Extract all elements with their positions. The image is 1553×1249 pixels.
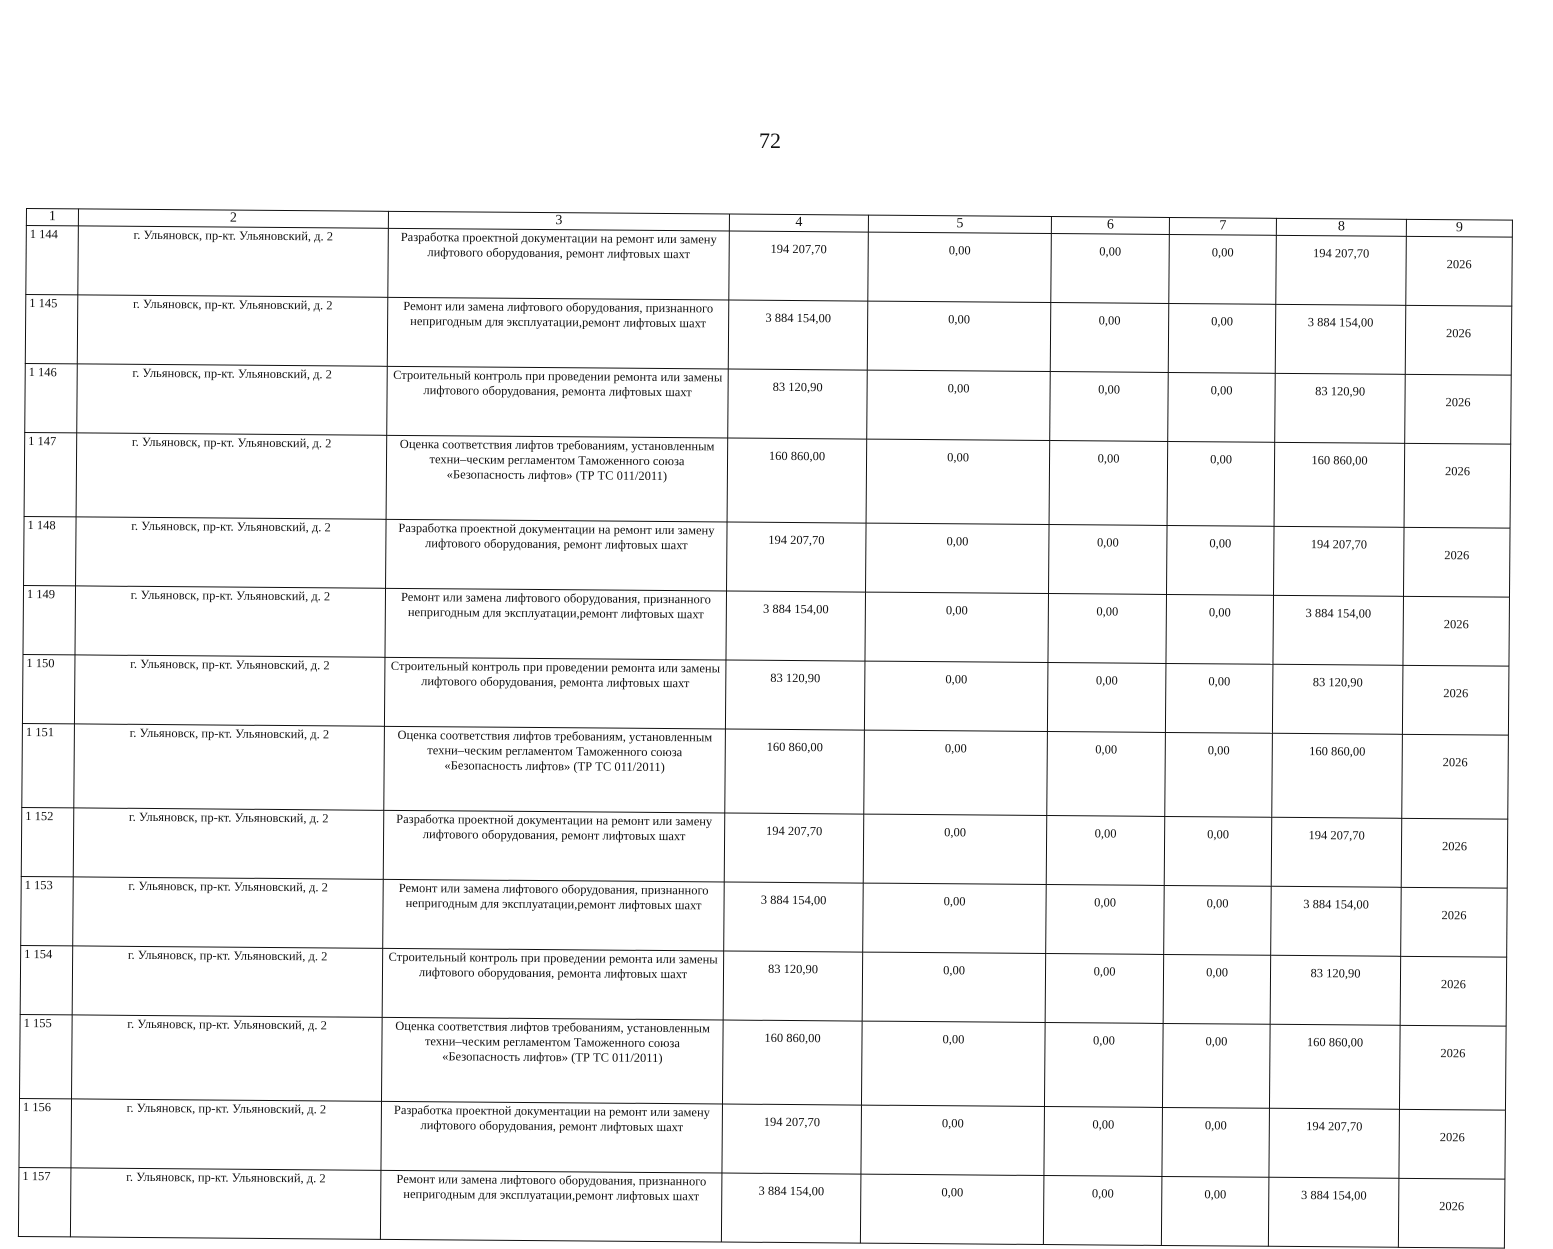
col6-amount-cell: 0,00 — [1046, 816, 1165, 886]
col4-amount-cell: 194 207,70 — [724, 813, 864, 883]
col8-amount-cell: 83 120,90 — [1275, 373, 1406, 443]
header-cell: 6 — [1051, 217, 1169, 235]
header-cell: 1 — [26, 209, 78, 226]
year-cell: 2026 — [1406, 236, 1513, 306]
row-number-cell: 1 156 — [19, 1098, 72, 1167]
table-row — [22, 654, 1508, 735]
col6-amount-cell: 0,00 — [1044, 1107, 1163, 1177]
work-type-cell: Разработка проектной документации на ремонт или замену лифтового оборудования, ремонт лифтовых шахт — [386, 519, 728, 591]
table-row — [19, 1098, 1505, 1179]
col6-amount-cell: 0,00 — [1050, 372, 1169, 442]
col7-amount-cell: 0,00 — [1168, 303, 1276, 373]
address-cell: г. Ульяновск, пр-кт. Ульяновский, д. 2 — [74, 655, 385, 726]
col4-amount-cell: 3 884 154,00 — [728, 300, 868, 370]
col6-amount-cell: 0,00 — [1047, 663, 1166, 733]
address-cell: г. Ульяновск, пр-кт. Ульяновский, д. 2 — [73, 808, 384, 879]
col7-amount-cell: 0,00 — [1168, 372, 1276, 442]
header-cell: 8 — [1276, 218, 1406, 236]
col5-amount-cell: 0,00 — [861, 1105, 1045, 1175]
col8-amount-cell: 194 207,70 — [1273, 526, 1404, 596]
col5-amount-cell: 0,00 — [866, 439, 1050, 524]
year-cell: 2026 — [1405, 374, 1512, 444]
col7-amount-cell: 0,00 — [1162, 1023, 1270, 1108]
col5-amount-cell: 0,00 — [865, 592, 1049, 662]
table-row — [25, 363, 1511, 444]
year-cell: 2026 — [1401, 818, 1508, 888]
row-number-cell: 1 155 — [20, 1014, 73, 1098]
page-number: 72 — [759, 128, 781, 153]
col4-amount-cell: 3 884 154,00 — [724, 882, 864, 952]
col7-amount-cell: 0,00 — [1166, 594, 1274, 664]
col7-amount-cell: 0,00 — [1169, 234, 1277, 304]
work-type-cell: Разработка проектной документации на ремонт или замену лифтового оборудования, ремонт лифтовых шахт — [388, 228, 730, 300]
work-type-cell: Оценка соответствия лифтов требованиям, установленным техни–ческим регламентом Таможенного союза «Безопасность лифтов» (ТР ТС 011/2011) — [381, 1017, 723, 1104]
table-row — [22, 723, 1509, 819]
col6-amount-cell: 0,00 — [1043, 1176, 1162, 1246]
year-cell: 2026 — [1402, 665, 1509, 735]
col8-amount-cell: 194 207,70 — [1276, 235, 1407, 305]
table-row — [25, 295, 1511, 376]
row-number-cell: 1 147 — [24, 432, 77, 516]
col8-amount-cell: 3 884 154,00 — [1268, 1177, 1399, 1247]
col6-amount-cell: 0,00 — [1048, 594, 1167, 664]
row-number-cell: 1 157 — [18, 1167, 71, 1236]
row-number-cell: 1 153 — [21, 876, 74, 945]
table-row — [24, 516, 1510, 597]
table-row — [20, 945, 1506, 1026]
col7-amount-cell: 0,00 — [1165, 663, 1273, 733]
year-cell: 2026 — [1403, 527, 1510, 597]
year-cell: 2026 — [1404, 443, 1511, 528]
row-number-cell: 1 150 — [22, 654, 75, 723]
address-cell: г. Ульяновск, пр-кт. Ульяновский, д. 2 — [76, 433, 387, 519]
col8-amount-cell: 160 860,00 — [1272, 733, 1403, 818]
col4-amount-cell: 83 120,90 — [725, 660, 865, 730]
col5-amount-cell: 0,00 — [866, 523, 1050, 593]
col7-amount-cell: 0,00 — [1164, 816, 1272, 886]
work-type-cell: Строительный контроль при проведении ремонта или замены лифтового оборудования, ремонта лифтовых шахт — [384, 657, 726, 729]
col7-amount-cell: 0,00 — [1165, 732, 1273, 817]
col7-amount-cell: 0,00 — [1164, 885, 1272, 955]
col8-amount-cell: 83 120,90 — [1270, 955, 1401, 1025]
col4-amount-cell: 194 207,70 — [722, 1104, 862, 1174]
address-cell: г. Ульяновск, пр-кт. Ульяновский, д. 2 — [72, 1015, 383, 1101]
col6-amount-cell: 0,00 — [1050, 303, 1169, 373]
col8-amount-cell: 3 884 154,00 — [1275, 304, 1406, 374]
row-number-cell: 1 146 — [25, 363, 78, 432]
col7-amount-cell: 0,00 — [1161, 1176, 1269, 1246]
table-row — [21, 807, 1507, 888]
address-cell: г. Ульяновск, пр-кт. Ульяновский, д. 2 — [70, 1168, 381, 1239]
header-cell: 5 — [868, 215, 1051, 233]
row-number-cell: 1 151 — [22, 723, 75, 807]
address-cell: г. Ульяновск, пр-кт. Ульяновский, д. 2 — [78, 226, 389, 297]
col5-amount-cell: 0,00 — [860, 1174, 1044, 1244]
col5-amount-cell: 0,00 — [864, 730, 1048, 815]
document-sheet — [18, 208, 1512, 1249]
col4-amount-cell: 194 207,70 — [729, 231, 869, 301]
address-cell: г. Ульяновск, пр-кт. Ульяновский, д. 2 — [71, 1099, 382, 1170]
col5-amount-cell: 0,00 — [868, 232, 1052, 302]
col5-amount-cell: 0,00 — [862, 952, 1046, 1022]
address-cell: г. Ульяновск, пр-кт. Ульяновский, д. 2 — [77, 364, 388, 435]
year-cell: 2026 — [1401, 887, 1508, 957]
col8-amount-cell: 3 884 154,00 — [1271, 886, 1402, 956]
col8-amount-cell: 160 860,00 — [1274, 442, 1405, 527]
address-cell: г. Ульяновск, пр-кт. Ульяновский, д. 2 — [77, 295, 388, 366]
col4-amount-cell: 194 207,70 — [727, 522, 867, 592]
address-cell: г. Ульяновск, пр-кт. Ульяновский, д. 2 — [72, 946, 383, 1017]
col5-amount-cell: 0,00 — [867, 301, 1051, 371]
work-type-cell: Оценка соответствия лифтов требованиям, установленным техни–ческим регламентом Таможенного союза «Безопасность лифтов» (ТР ТС 011/2011) — [386, 435, 728, 522]
header-cell: 2 — [78, 209, 388, 228]
table-row — [23, 585, 1509, 666]
col8-amount-cell: 194 207,70 — [1271, 817, 1402, 887]
col8-amount-cell: 194 207,70 — [1269, 1108, 1400, 1178]
table-row — [20, 1014, 1507, 1110]
work-type-cell: Ремонт или замена лифтового оборудования, признанного непригодным для эксплуатации,ремонт лифтовых шахт — [383, 879, 725, 951]
col4-amount-cell: 160 860,00 — [727, 438, 867, 523]
year-cell: 2026 — [1398, 1178, 1505, 1248]
header-cell: 4 — [729, 214, 868, 232]
col4-amount-cell: 160 860,00 — [725, 729, 865, 814]
year-cell: 2026 — [1403, 596, 1510, 666]
header-cell: 3 — [388, 211, 729, 231]
table-row — [18, 1167, 1504, 1248]
work-type-cell: Строительный контроль при проведении ремонта или замены лифтового оборудования, ремонта лифтовых шахт — [382, 948, 724, 1020]
year-cell: 2026 — [1402, 734, 1509, 819]
table-row — [24, 432, 1511, 528]
col5-amount-cell: 0,00 — [863, 883, 1047, 953]
work-type-cell: Разработка проектной документации на ремонт или замену лифтового оборудования, ремонт лифтовых шахт — [383, 810, 725, 882]
work-type-cell: Строительный контроль при проведении ремонта или замены лифтового оборудования, ремонта лифтовых шахт — [387, 366, 729, 438]
col5-amount-cell: 0,00 — [864, 661, 1048, 731]
col6-amount-cell: 0,00 — [1049, 525, 1168, 595]
address-cell: г. Ульяновск, пр-кт. Ульяновский, д. 2 — [75, 586, 386, 657]
col6-amount-cell: 0,00 — [1047, 732, 1166, 817]
year-cell: 2026 — [1400, 956, 1507, 1026]
work-type-cell: Ремонт или замена лифтового оборудования, признанного непригодным для эксплуатации,ремонт лифтовых шахт — [387, 297, 729, 369]
header-cell: 7 — [1169, 217, 1276, 235]
col8-amount-cell: 160 860,00 — [1269, 1024, 1400, 1109]
table-row — [21, 876, 1507, 957]
header-cell: 9 — [1406, 219, 1512, 237]
year-cell: 2026 — [1399, 1025, 1506, 1110]
row-number-cell: 1 152 — [21, 807, 74, 876]
col4-amount-cell: 83 120,90 — [728, 369, 868, 439]
row-number-cell: 1 145 — [25, 295, 78, 364]
col6-amount-cell: 0,00 — [1044, 1023, 1163, 1108]
row-number-cell: 1 154 — [20, 945, 73, 1014]
col5-amount-cell: 0,00 — [861, 1021, 1045, 1106]
col5-amount-cell: 0,00 — [867, 370, 1051, 440]
row-number-cell: 1 148 — [24, 516, 77, 585]
col7-amount-cell: 0,00 — [1163, 954, 1271, 1024]
address-cell: г. Ульяновск, пр-кт. Ульяновский, д. 2 — [74, 724, 385, 810]
col6-amount-cell: 0,00 — [1045, 954, 1164, 1024]
address-cell: г. Ульяновск, пр-кт. Ульяновский, д. 2 — [73, 877, 384, 948]
col6-amount-cell: 0,00 — [1049, 441, 1168, 526]
col7-amount-cell: 0,00 — [1167, 441, 1275, 526]
col5-amount-cell: 0,00 — [863, 814, 1047, 884]
col4-amount-cell: 3 884 154,00 — [721, 1173, 861, 1243]
row-number-cell: 1 149 — [23, 585, 76, 654]
work-type-cell: Ремонт или замена лифтового оборудования, признанного непригодным для эксплуатации,ремонт лифтовых шахт — [380, 1170, 722, 1242]
col8-amount-cell: 3 884 154,00 — [1273, 595, 1404, 665]
year-cell: 2026 — [1405, 305, 1512, 375]
col6-amount-cell: 0,00 — [1051, 234, 1170, 304]
register-table — [18, 208, 1513, 1249]
col7-amount-cell: 0,00 — [1166, 525, 1274, 595]
row-number-cell: 1 144 — [26, 226, 79, 295]
col4-amount-cell: 83 120,90 — [723, 951, 863, 1021]
address-cell: г. Ульяновск, пр-кт. Ульяновский, д. 2 — [76, 517, 387, 588]
work-type-cell: Оценка соответствия лифтов требованиям, установленным техни–ческим регламентом Таможенного союза «Безопасность лифтов» (ТР ТС 011/2011) — [384, 726, 726, 813]
work-type-cell: Разработка проектной документации на ремонт или замену лифтового оборудования, ремонт лифтовых шахт — [381, 1101, 723, 1173]
year-cell: 2026 — [1399, 1109, 1506, 1179]
col8-amount-cell: 83 120,90 — [1272, 664, 1403, 734]
work-type-cell: Ремонт или замена лифтового оборудования, признанного непригодным для эксплуатации,ремонт лифтовых шахт — [385, 588, 727, 660]
table-row — [26, 226, 1512, 307]
col4-amount-cell: 160 860,00 — [722, 1020, 862, 1105]
col7-amount-cell: 0,00 — [1162, 1107, 1270, 1177]
col6-amount-cell: 0,00 — [1046, 885, 1165, 955]
col4-amount-cell: 3 884 154,00 — [726, 591, 866, 661]
